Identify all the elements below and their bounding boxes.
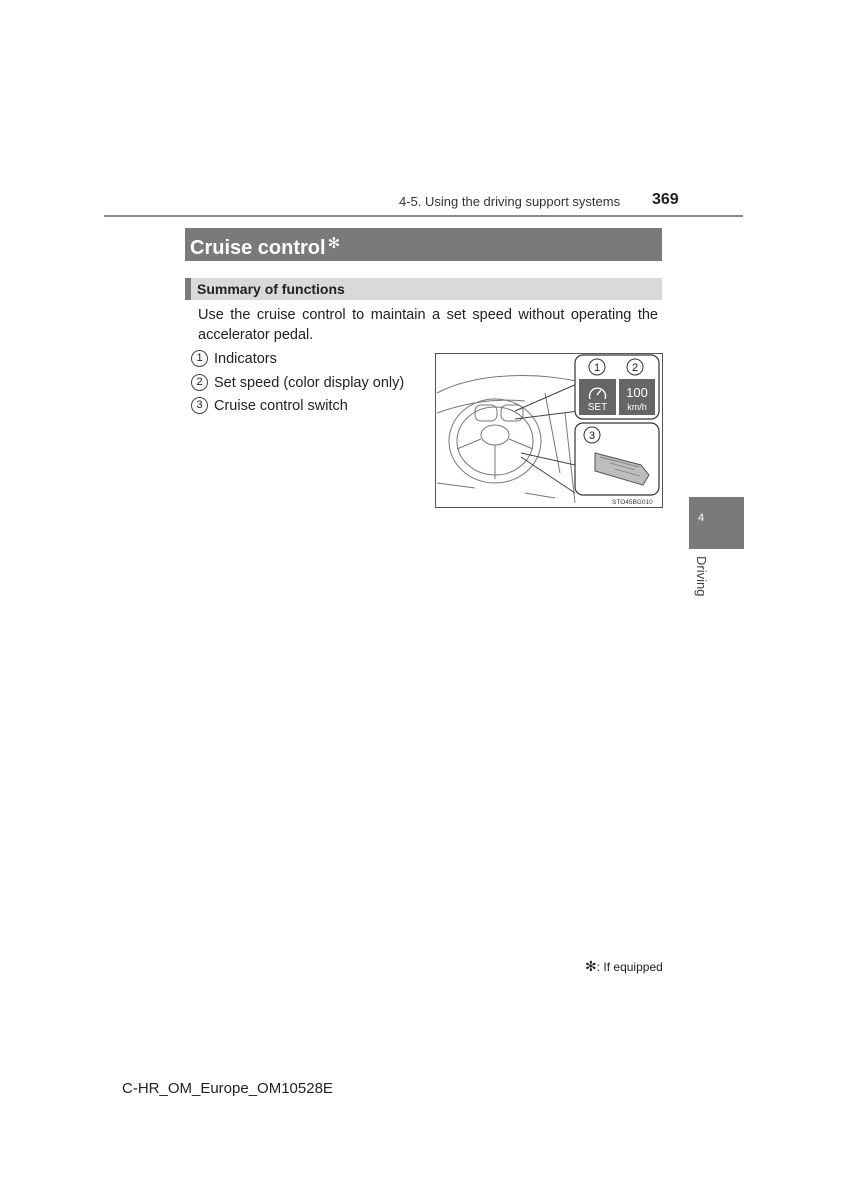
callout-number-1: 1: [593, 362, 601, 374]
list-item: [191, 350, 277, 367]
callout-number-2: 2: [631, 362, 639, 374]
header-section-title: 4-5. Using the driving support systems: [399, 194, 621, 209]
chapter-number: 4: [698, 512, 705, 524]
if-equipped-marker: ✻: [327, 235, 341, 252]
item-label: Indicators: [214, 350, 277, 367]
list-item: [191, 397, 348, 414]
footnote-marker: ✻: [585, 958, 597, 974]
illustration-code: STO45BG010: [612, 499, 653, 506]
page-title: [185, 228, 662, 261]
set-indicator-text: SET: [587, 402, 608, 413]
callout-number-3: 3: [588, 430, 596, 442]
footnote: [585, 958, 663, 975]
item-label: Cruise control switch: [214, 397, 348, 414]
header-rule: [104, 215, 743, 217]
chapter-label: Driving: [694, 556, 709, 597]
document-id: C-HR_OM_Europe_OM10528E: [122, 1080, 333, 1097]
page-number: 369: [652, 191, 679, 208]
title-text: Cruise control: [190, 237, 326, 259]
set-speed-unit: km/h: [627, 402, 647, 412]
footnote-text: : If equipped: [596, 960, 663, 974]
set-speed-value: 100: [626, 385, 648, 400]
list-item: [191, 374, 404, 391]
item-number: 2: [191, 374, 208, 391]
subsection-heading: Summary of functions: [185, 278, 662, 300]
item-label: Set speed (color display only): [214, 374, 405, 391]
intro-paragraph: Use the cruise control to maintain a set speed without operating the accelerator pedal.: [198, 307, 658, 343]
cruise-control-illustration: [435, 353, 663, 508]
item-number: 3: [191, 397, 208, 414]
item-number: 1: [191, 350, 208, 367]
